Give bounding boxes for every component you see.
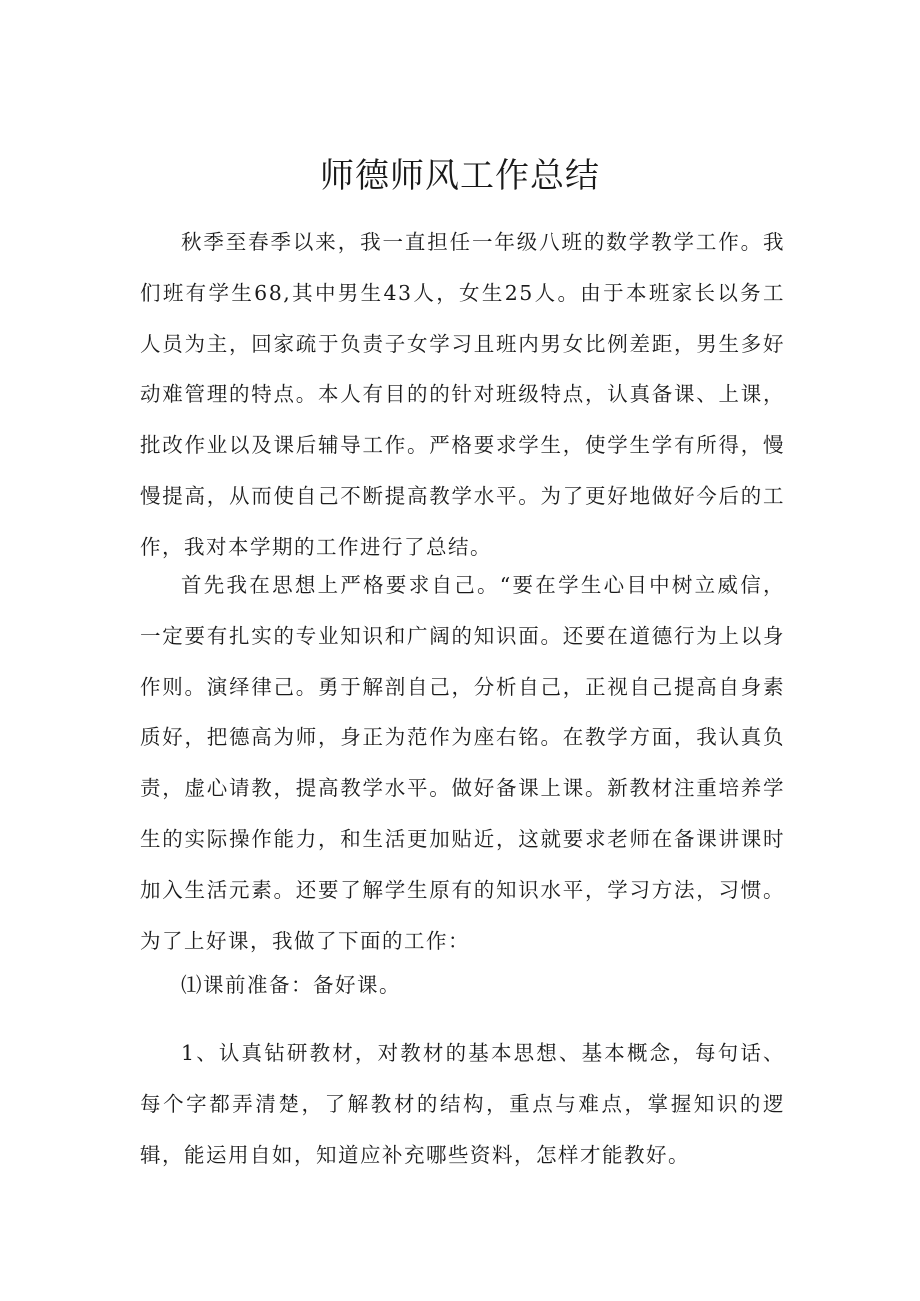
paragraph-ethics: 首先我在思想上严格要求自己。“要在学生心目中树立威信，一定要有扎实的专业知识和广阔的知识面。还要在道德行为上以身作则。演绎律己。勇于解剖自己，分析自己，正视自己提高自身素质好，把德高为师，身正为范作为座右铭。在教学方面，我认真负责，虚心请教，提高教学水平。做好备课上课。新教材注重培养学生的实际操作能力，和生活更加贴近，这就要求老师在备课讲课时加入生活元素。还要了解学生原有的知识水平，学习方法，习惯。为了上好课，我做了下面的工作： (140, 573, 785, 953)
paragraph-study-materials: 1、认真钻研教材，对教材的基本思想、基本概念，每句话、每个字都弄清楚，了解教材的结构，重点与难点，掌握知识的逻辑，能运用自如，知道应补充哪些资料，怎样才能教好。 (140, 1041, 785, 1167)
document-title: 师德师风工作总结 (320, 156, 600, 196)
paragraph-preparation-heading: ⑴课前准备：备好课。 (181, 973, 401, 997)
paragraph-intro: 秋季至春季以来，我一直担任一年级八班的数学教学工作。我们班有学生68,其中男生43人，女生25人。由于本班家长以务工人员为主，回家疏于负责子女学习且班内男女比例差距，男生多好动难管理的特点。本人有目的的针对班级特点，认真备课、上课，批改作业以及课后辅导工作。严格要求学生，使学生学有所得，慢慢提高，从而使自己不断提高教学水平。为了更好地做好今后的工作，我对本学期的工作进行了总结。 (140, 230, 785, 559)
